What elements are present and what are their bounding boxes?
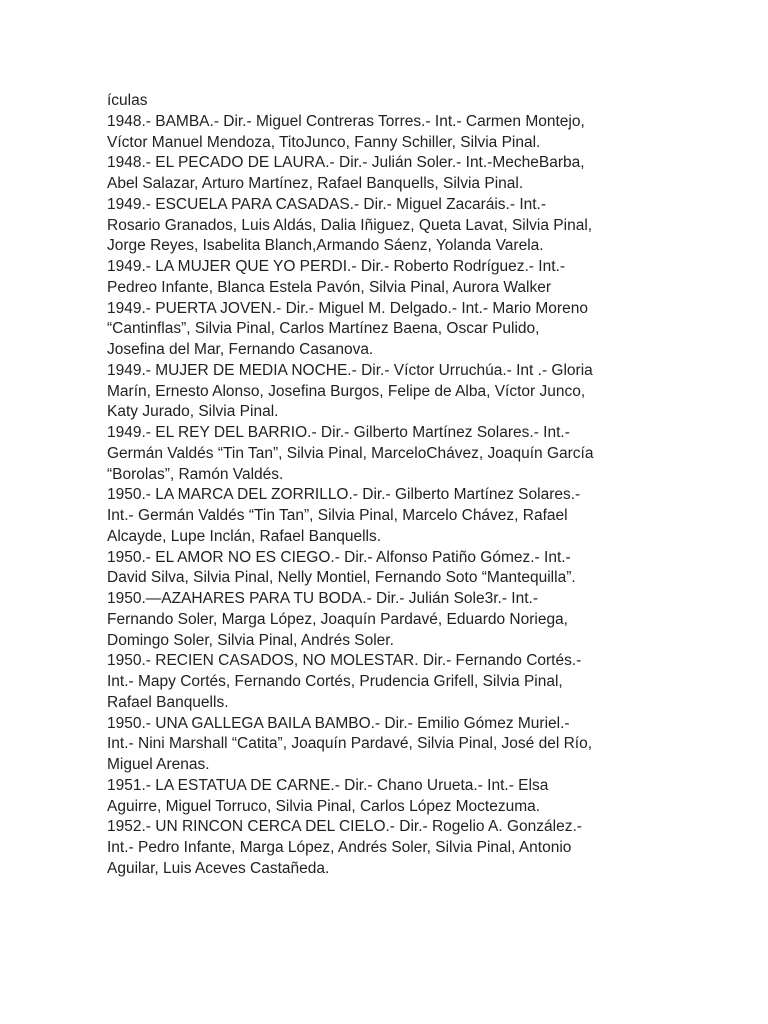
text-line: David Silva, Silvia Pinal, Nelly Montiel, Fernando Soto “Mantequilla”. [107,569,576,587]
text-line: 1948.- EL PECADO DE LAURA.- Dir.- Julián Soler.- Int.-MecheBarba, [107,154,585,172]
text-line: Int.- Pedro Infante, Marga López, Andrés Soler, Silvia Pinal, Antonio [107,839,572,856]
text-line: Marín, Ernesto Alonso, Josefina Burgos, Felipe de Alba, Víctor Junco, [107,382,586,400]
text-line: Aguirre, Miguel Torruco, Silvia Pinal, Carlos López Moctezuma. [107,797,541,815]
text-line: Int.- Germán Valdés “Tin Tan”, Silvia Pinal, Marcelo Chávez, Rafael [107,507,568,524]
text-line: 1950.- RECIEN CASADOS, NO MOLESTAR. Dir.- Fernando Cortés.- [107,652,582,670]
text-line: 1950.- EL AMOR NO ES CIEGO.- Dir.- Alfonso Patiño Gómez.- Int.- [107,548,571,566]
text-line: Abel Salazar, Arturo Martínez, Rafael Banquells, Silvia Pinal. [107,175,524,192]
text-line: 1950.- LA MARCA DEL ZORRILLO.- Dir.- Gilberto Martínez Solares.- [107,486,581,504]
text-line: Fernando Soler, Marga López, Joaquín Pardavé, Eduardo Noriega, [107,610,568,628]
text-line: 1952.- UN RINCON CERCA DEL CIELO.- Dir.- Rogelio A. González.- [107,818,582,836]
text-line: Miguel Arenas. [107,756,210,773]
text-line: 1950.—AZAHARES PARA TU BODA.- Dir.- Julián Sole3r.- Int.- [107,590,538,607]
text-line: 1949.- MUJER DE MEDIA NOCHE.- Dir.- Víctor Urruchúa.- Int .- Gloria [107,361,593,379]
text-line: Jorge Reyes, Isabelita Blanch,Armando Sáenz, Yolanda Varela. [107,237,544,255]
text-line: “Cantinflas”, Silvia Pinal, Carlos Martínez Baena, Oscar Pulido, [107,320,540,338]
text-line: Pedreo Infante, Blanca Estela Pavón, Silvia Pinal, Aurora Walker [107,278,551,296]
text-line: 1951.- LA ESTATUA DE CARNE.- Dir.- Chano Urueta.- Int.- Elsa [107,776,549,794]
text-line: 1948.- BAMBA.- Dir.- Miguel Contreras Torres.- Int.- Carmen Montejo, [107,112,585,130]
text-line: Katy Jurado, Silvia Pinal. [107,403,279,421]
text-line: Rafael Banquells. [107,693,229,711]
text-line: “Borolas”, Ramón Valdés. [107,465,284,483]
text-line: 1949.- PUERTA JOVEN.- Dir.- Miguel M. Delgado.- Int.- Mario Moreno [107,299,588,317]
text-line: 1949.- LA MUJER QUE YO PERDI.- Dir.- Roberto Rodríguez.- Int.- [107,258,565,275]
text-line: 1949.- EL REY DEL BARRIO.- Dir.- Gilberto Martínez Solares.- Int.- [107,424,570,441]
text-line: 1950.- UNA GALLEGA BAILA BAMBO.- Dir.- Emilio Gómez Muriel.- [107,714,570,732]
text-line: Rosario Granados, Luis Aldás, Dalia Iñiguez, Queta Lavat, Silvia Pinal, [107,216,593,234]
document-page [107,91,707,880]
text-line: Josefina del Mar, Fernando Casanova. [107,341,374,358]
text-line: Germán Valdés “Tin Tan”, Silvia Pinal, MarceloChávez, Joaquín García [107,444,594,462]
text-line: Int.- Nini Marshall “Catita”, Joaquín Pardavé, Silvia Pinal, José del Río, [107,735,593,753]
text-line: Domingo Soler, Silvia Pinal, Andrés Soler. [107,631,394,649]
text-line: Víctor Manuel Mendoza, TitoJunco, Fanny Schiller, Silvia Pinal. [107,133,541,151]
text-line: ículas [107,92,148,109]
text-line: Int.- Mapy Cortés, Fernando Cortés, Prudencia Grifell, Silvia Pinal, [107,673,563,690]
text-line: Aguilar, Luis Aceves Castañeda. [107,859,330,877]
text-line: Alcayde, Lupe Inclán, Rafael Banquells. [107,527,382,545]
text-line: 1949.- ESCUELA PARA CASADAS.- Dir.- Miguel Zacaráis.- Int.- [107,195,547,213]
